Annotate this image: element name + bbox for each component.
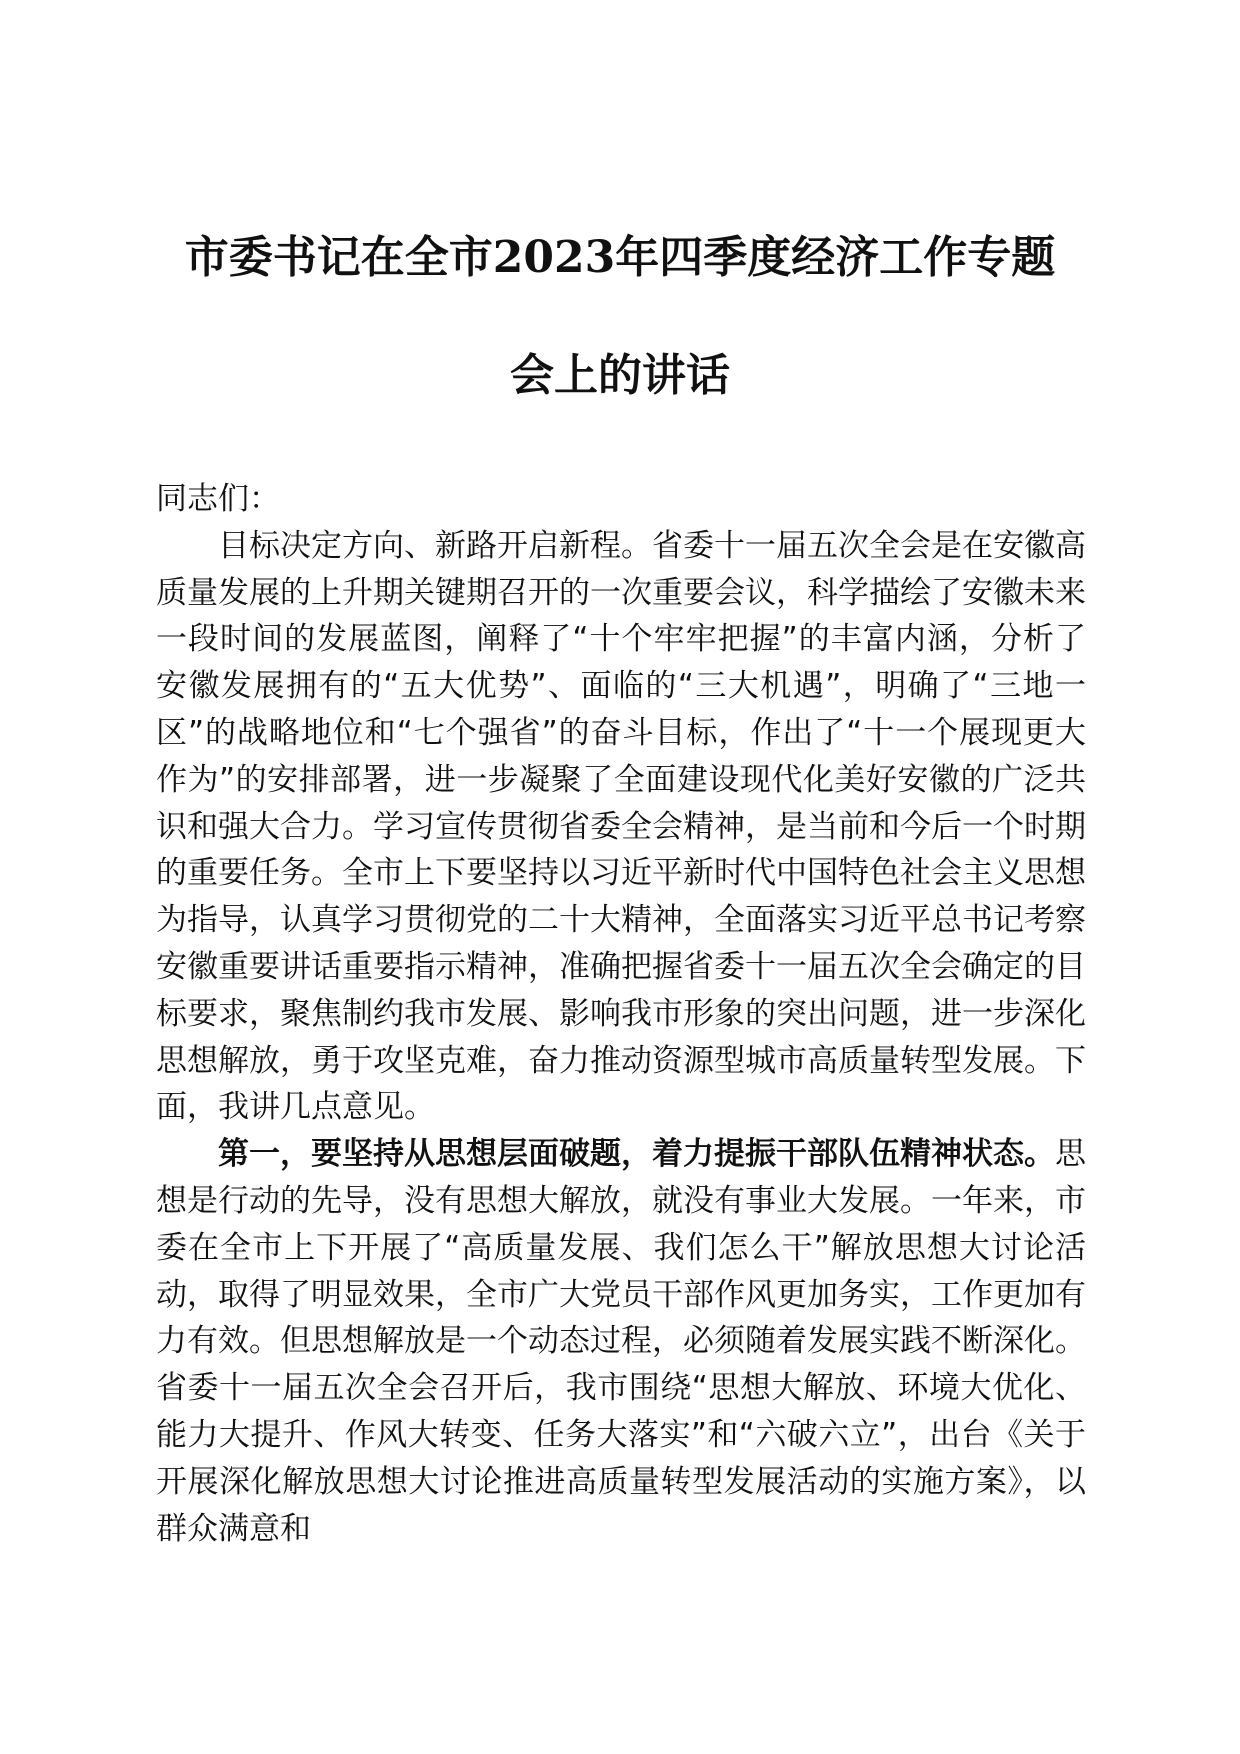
paragraph-2 — [156, 1131, 1086, 1552]
document-body — [156, 476, 1086, 1552]
document-title-line-2: 会上的讲话 — [510, 350, 730, 401]
paragraph-1: 目标决定方向、新路开启新程。省委十一届五次全会是在安徽高质量发展的上升期关键期召开的一次重要会议，科学描绘了安徽未来一段时间的发展蓝图，阐释了“十个牢牢把握”的丰富内涵，分析了安徽发展拥有的“五大优势”、面临的“三大机遇”，明确了“三地一区”的战略地位和“七个强省”的奋斗目标，作出了“十一个展现更大作为”的安排部署，进一步凝聚了全面建设现代化美好安徽的广泛共识和强大合力。学习宣传贯彻省委全会精神，是当前和今后一个时期的重要任务。全市上下要坚持以习近平新时代中国特色社会主义思想为指导，认真学习贯彻党的二十大精神，全面落实习近平总书记考察安徽重要讲话重要指示精神，准确把握省委十一届五次全会确定的目标要求，聚焦制约我市发展、影响我市形象的突出问题，进一步深化思想解放，勇于攻坚克难，奋力推动资源型城市高质量转型发展。下面，我讲几点意见。 — [156, 527, 1086, 1126]
paragraph-2-lead: 第一，要坚持从思想层面破题，着力提振干部队伍精神状态。 — [218, 1136, 1055, 1173]
salutation: 同志们： — [156, 481, 280, 517]
document-title-line-1: 市委书记在全市2023年四季度经济工作专题 — [184, 232, 1056, 283]
paragraph-2-text: 思想是行动的先导，没有思想大解放，就没有事业大发展。一年来，市委在全市上下开展了“高质量发展、我们怎么干”解放思想大讨论活动，取得了明显效果，全市广大党员干部作风更加务实，工作更加有力有效。但思想解放是一个动态过程，必须随着发展实践不断深化。省委十一届五次全会召开后，我市围绕“思想大解放、环境大优化、能力大提升、作风大转变、任务大落实”和“六破六立”，出台《关于开展深化解放思想大讨论推进高质量转型发展活动的实施方案》，以群众满意和 — [156, 1136, 1086, 1547]
